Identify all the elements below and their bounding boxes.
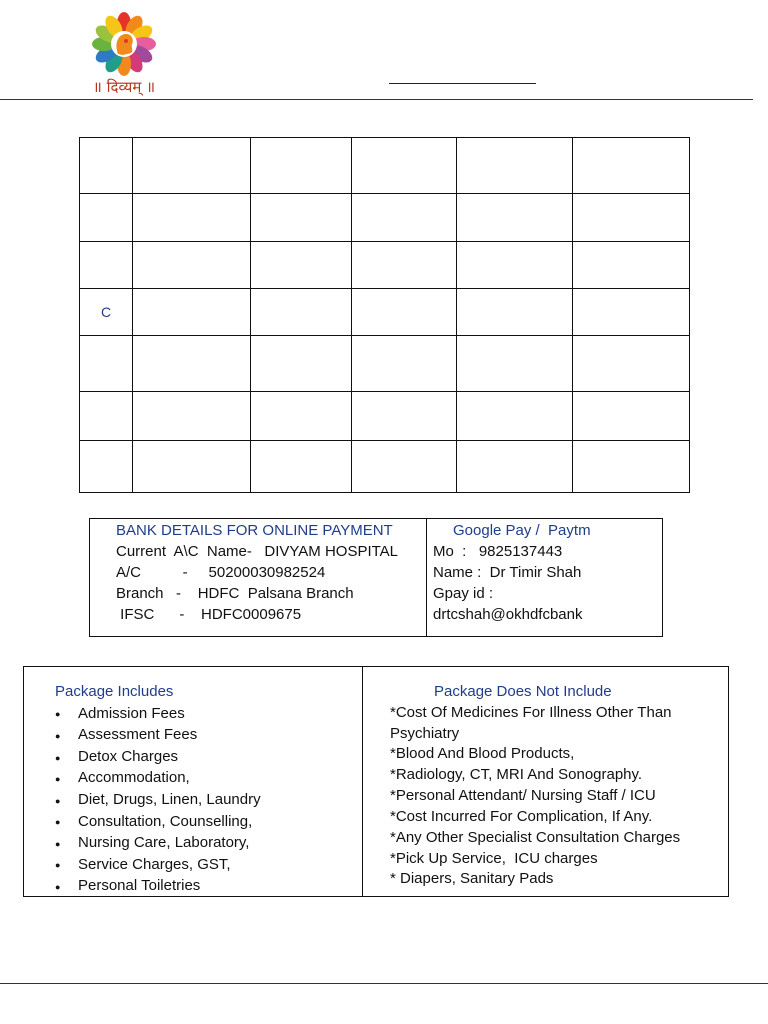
table-cell <box>457 392 573 441</box>
header-divider <box>0 99 753 100</box>
table-cell <box>352 138 457 194</box>
table-cell <box>457 242 573 289</box>
bank-details-title: BANK DETAILS FOR ONLINE PAYMENT <box>116 522 393 539</box>
account-number: A/C - 50200030982524 <box>116 564 326 581</box>
table-cell <box>352 289 457 336</box>
list-item: *Cost Of Medicines For Illness Other Than <box>390 704 672 721</box>
table-cell <box>80 336 133 392</box>
table-row <box>80 289 690 336</box>
bank-details-box <box>89 518 663 637</box>
table-cell <box>251 392 352 441</box>
list-item: Assessment Fees <box>78 726 198 743</box>
table-cell <box>251 138 352 194</box>
header-underline <box>389 83 536 84</box>
list-item: *Any Other Specialist Consultation Charges <box>390 829 681 846</box>
list-item: * Diapers, Sanitary Pads <box>390 870 554 887</box>
table-cell <box>80 441 133 493</box>
table-cell <box>251 242 352 289</box>
table-cell <box>352 336 457 392</box>
list-item: Consultation, Counselling, <box>78 813 253 830</box>
table-cell <box>80 392 133 441</box>
list-item: Detox Charges <box>78 748 179 765</box>
table-cell <box>251 336 352 392</box>
table-row <box>80 138 690 194</box>
list-item: *Radiology, CT, MRI And Sonography. <box>390 766 643 783</box>
table-cell <box>352 392 457 441</box>
gpay-title: Google Pay / Paytm <box>453 522 591 539</box>
bullet-icon: ● <box>55 839 61 849</box>
table-cell <box>352 441 457 493</box>
table-cell <box>251 194 352 242</box>
schedule-grid <box>79 137 690 493</box>
gpay-id: drtcshah@okhdfcbank <box>433 606 583 623</box>
list-item: Personal Toiletries <box>78 877 201 894</box>
bullet-icon: ● <box>55 882 61 892</box>
table-cell <box>573 336 690 392</box>
list-item: *Personal Attendant/ Nursing Staff / ICU <box>390 787 656 804</box>
table-cell <box>573 441 690 493</box>
table-cell <box>251 441 352 493</box>
bullet-icon: ● <box>55 731 61 741</box>
table-row <box>80 242 690 289</box>
list-item: Service Charges, GST, <box>78 856 231 873</box>
ifsc-code: IFSC - HDFC0009675 <box>116 606 302 623</box>
table-cell <box>133 336 251 392</box>
table-cell <box>133 138 251 194</box>
list-item: Admission Fees <box>78 705 185 722</box>
table-cell <box>573 194 690 242</box>
table-cell <box>352 242 457 289</box>
table-cell <box>80 194 133 242</box>
table-cell <box>457 441 573 493</box>
list-item: *Blood And Blood Products, <box>390 745 575 762</box>
table-row <box>80 336 690 392</box>
sunflower-logo-icon <box>92 12 156 76</box>
table-cell <box>133 392 251 441</box>
package-box <box>23 666 729 897</box>
footer-divider <box>0 983 768 984</box>
table-cell <box>573 138 690 194</box>
table-cell <box>133 194 251 242</box>
bullet-icon: ● <box>55 860 61 870</box>
list-item: Accommodation, <box>78 769 190 786</box>
table-cell <box>133 289 251 336</box>
bullet-icon: ● <box>55 753 61 763</box>
table-cell <box>80 242 133 289</box>
bullet-icon: ● <box>55 709 61 719</box>
table-cell <box>251 289 352 336</box>
table-cell <box>133 242 251 289</box>
bank-divider <box>426 519 427 636</box>
table-cell <box>573 289 690 336</box>
account-name: Current A\C Name- DIVYAM HOSPITAL <box>116 543 399 560</box>
table-cell <box>80 138 133 194</box>
package-excludes-title: Package Does Not Include <box>434 683 612 700</box>
brand-name: ॥ दिव्यम् ॥ <box>92 78 156 96</box>
list-item: *Pick Up Service, ICU charges <box>390 850 598 867</box>
list-item: Diet, Drugs, Linen, Laundry <box>78 791 261 808</box>
mobile-number: Mo : 9825137443 <box>433 543 563 560</box>
table-row <box>80 441 690 493</box>
table-cell <box>457 289 573 336</box>
table-cell <box>457 138 573 194</box>
table-row <box>80 194 690 242</box>
list-item: *Cost Incurred For Complication, If Any. <box>390 808 653 825</box>
table-row <box>80 392 690 441</box>
table-cell <box>573 242 690 289</box>
payee-name: Name : Dr Timir Shah <box>433 564 582 581</box>
list-item: Nursing Care, Laboratory, <box>78 834 250 851</box>
gpay-id-label: Gpay id : <box>433 585 494 602</box>
bullet-icon: ● <box>55 774 61 784</box>
table-cell <box>573 392 690 441</box>
bullet-icon: ● <box>55 817 61 827</box>
list-item: Psychiatry <box>390 725 460 742</box>
table-cell <box>352 194 457 242</box>
bank-branch: Branch - HDFC Palsana Branch <box>116 585 354 602</box>
table-cell <box>457 336 573 392</box>
package-divider <box>362 667 363 896</box>
table-cell <box>133 441 251 493</box>
bullet-icon: ● <box>55 796 61 806</box>
hospital-logo <box>88 12 160 96</box>
table-cell <box>457 194 573 242</box>
table-cell: C <box>80 289 133 336</box>
package-includes-title: Package Includes <box>55 683 174 700</box>
